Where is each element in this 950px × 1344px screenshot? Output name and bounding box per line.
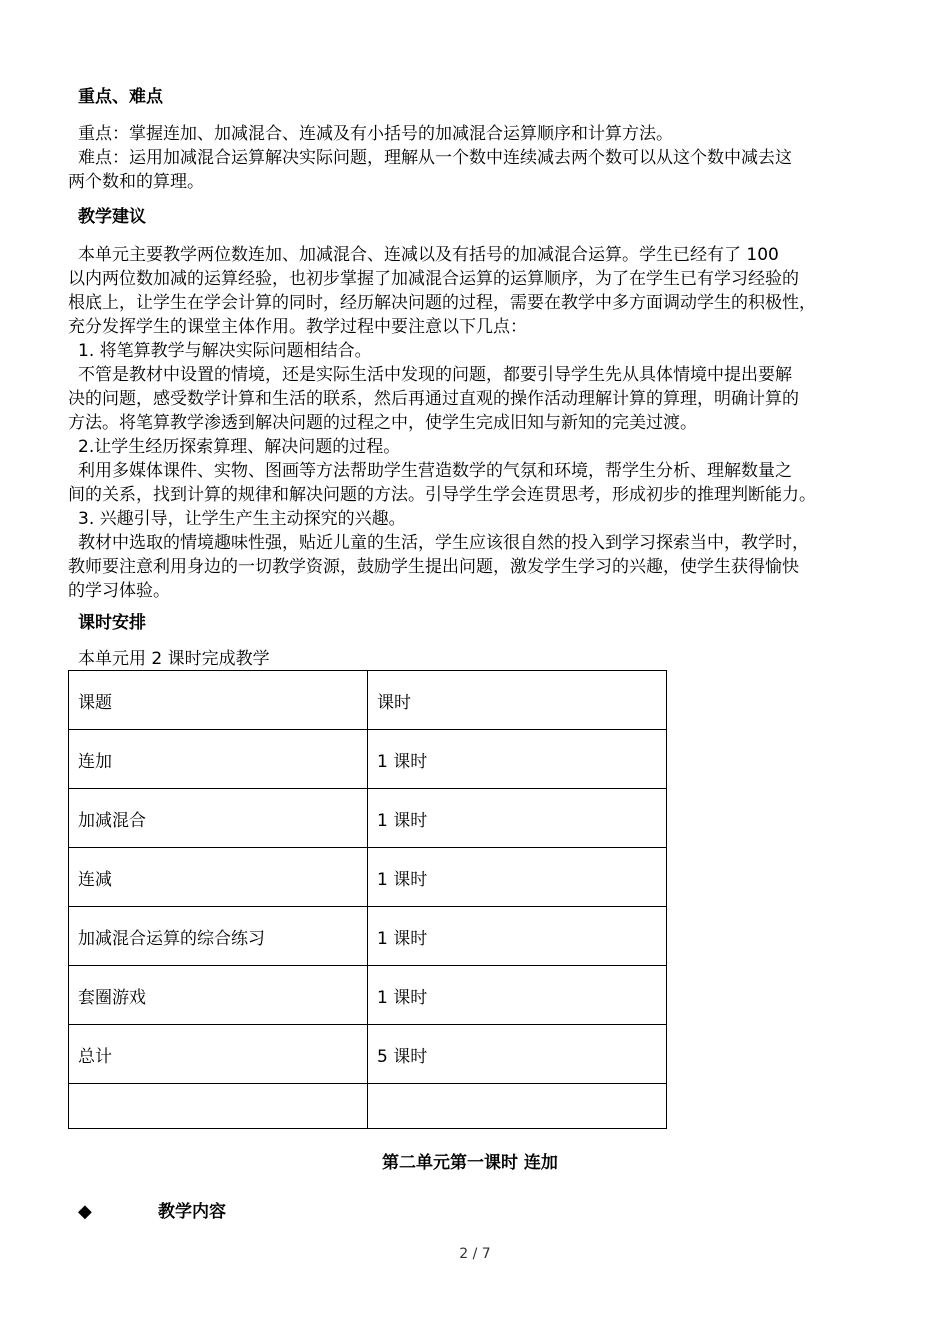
header-cell-topic: 课题 (69, 671, 368, 730)
text-line: 充分发挥学生的课堂主体作用。教学过程中要注意以下几点： (68, 317, 527, 337)
point-1-line: 1. 将笔算教学与解决实际问题相结合。 (78, 341, 372, 361)
table-row (69, 966, 667, 1025)
table-cell-periods: 1 课时 (368, 730, 667, 789)
text-line: 方法。将笔算教学渗透到解决问题的过程之中，使学生完成旧知与新知的完美过渡。 (68, 413, 697, 433)
table-cell-empty (368, 1084, 667, 1129)
text-line: 的学习体验。 (68, 581, 170, 601)
suggestions-paragraph (68, 243, 890, 603)
key-point-line: 重点：掌握连加、加减混合、连减及有小括号的加减混合运算顺序和计算方法。 (78, 124, 673, 144)
table-cell-periods: 1 课时 (368, 789, 667, 848)
table-cell-periods: 1 课时 (368, 848, 667, 907)
teaching-content-heading: 教学内容 (158, 1202, 226, 1222)
schedule-intro-line: 本单元用 2 课时完成教学 (78, 649, 270, 669)
text-line: 根底上，让学生在学会计算的同时，经历解决问题的过程，需要在教学中多方面调动学生的积极性， (68, 293, 816, 313)
point-3-line: 3. 兴趣引导，让学生产生主动探究的兴趣。 (78, 509, 406, 529)
table-cell-topic: 连加 (69, 730, 368, 789)
table-cell-topic: 加减混合运算的综合练习 (69, 907, 368, 966)
text-line: 教材中选取的情境趣味性强，贴近儿童的生活，学生应该很自然的投入到学习探索当中，教学时， (78, 533, 809, 553)
text-line: 教师要注意利用身边的一切教学资源，鼓励学生提出问题，激发学生学习的兴趣，使学生获得愉快 (68, 557, 799, 577)
table-row (69, 789, 667, 848)
text-line: 利用多媒体课件、实物、图画等方法帮助学生营造数学的气氛和环境，帮学生分析、理解数量之 (78, 461, 792, 481)
table-cell-topic: 套圈游戏 (69, 966, 368, 1025)
text-line: 不管是教材中设置的情境，还是实际生活中发现的问题，都要引导学生先从具体情境中提出要解 (78, 365, 792, 385)
table-row-total (69, 1025, 667, 1084)
schedule-intro (68, 647, 890, 671)
page-number: 2 / 7 (459, 1246, 491, 1262)
table-cell-topic: 总计 (69, 1025, 368, 1084)
table-row-empty (69, 1084, 667, 1129)
text-line: 本单元主要教学两位数连加、加减混合、连减以及有括号的加减混合运算。学生已经有了 100 (78, 245, 779, 265)
table-cell-periods: 5 课时 (368, 1025, 667, 1084)
header-cell-periods: 课时 (368, 671, 667, 730)
text-line: 决的问题，感受数学计算和生活的联系，然后再通过直观的操作活动理解计算的算理，明确计算的 (68, 389, 799, 409)
table-cell-periods: 1 课时 (368, 907, 667, 966)
schedule-heading: 课时安排 (78, 613, 146, 633)
table-cell-topic: 加减混合 (69, 789, 368, 848)
schedule-table (68, 670, 667, 1129)
table-row (69, 907, 667, 966)
text-line: 间的关系，找到计算的规律和解决问题的方法。引导学生学会连贯思考，形成初步的推理判断能力。 (68, 485, 816, 505)
key-points-heading: 重点、难点 (78, 87, 163, 107)
table-cell-periods: 1 课时 (368, 966, 667, 1025)
table-row (69, 848, 667, 907)
key-points-paragraph (68, 122, 890, 194)
suggestions-heading: 教学建议 (78, 207, 146, 227)
table-cell-topic: 连减 (69, 848, 368, 907)
difficulty-line-cont: 两个数和的算理。 (68, 172, 204, 192)
table-header-row (69, 671, 667, 730)
text-line: 以内两位数加减的运算经验，也初步掌握了加减混合运算的运算顺序，为了在学生已有学习经验的 (68, 269, 799, 289)
table-cell-empty (69, 1084, 368, 1129)
difficulty-line: 难点：运用加减混合运算解决实际问题，理解从一个数中连续减去两个数可以从这个数中减去这 (78, 148, 792, 168)
table-row (69, 730, 667, 789)
point-2-line: 2.让学生经历探索算理、解决问题的过程。 (78, 437, 401, 457)
lesson-title: 第二单元第一课时 连加 (382, 1153, 558, 1173)
diamond-bullet-icon: ◆ (78, 1201, 92, 1222)
